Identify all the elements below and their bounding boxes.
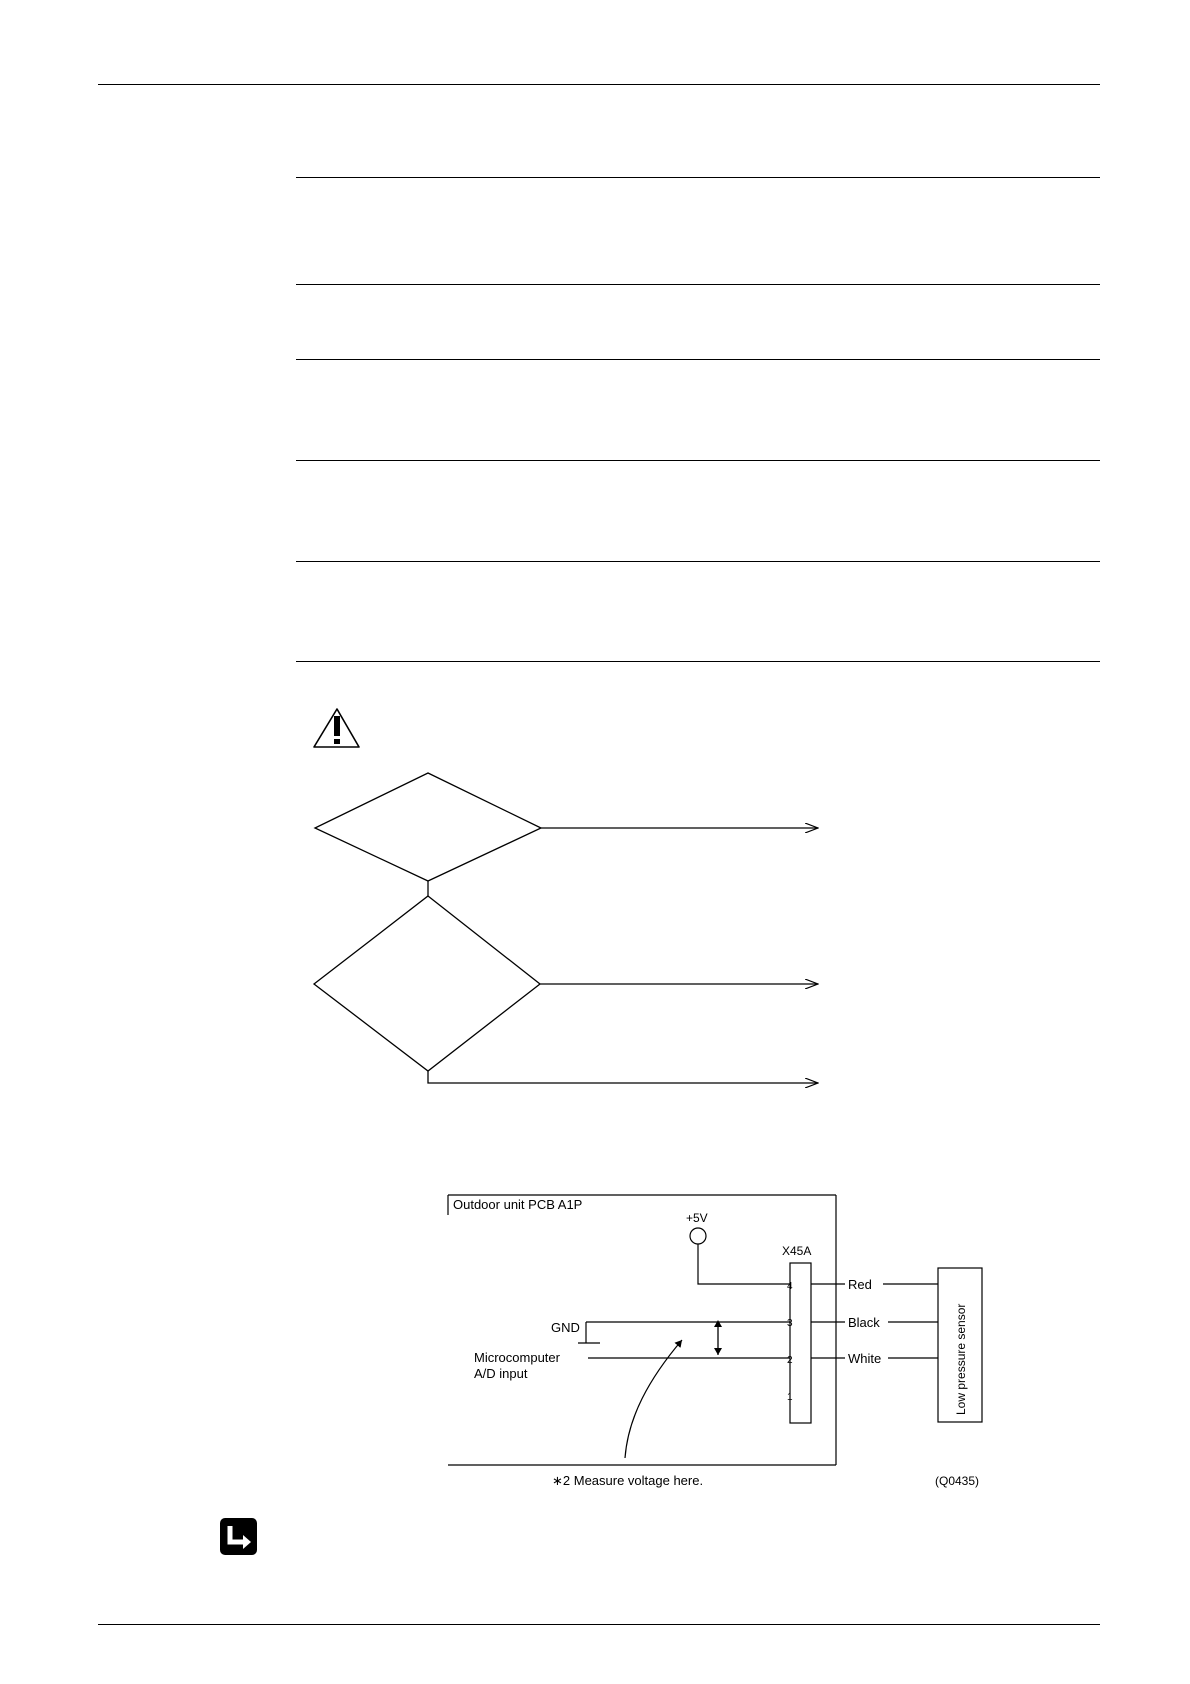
supply-wire (698, 1244, 790, 1284)
measure-note: ∗2 Measure voltage here. (552, 1473, 704, 1488)
gnd-label: GND (551, 1320, 580, 1335)
flowchart (314, 773, 818, 1083)
figure-code: (Q0435) (935, 1474, 980, 1488)
connector-x45a (790, 1263, 811, 1423)
supply-label: +5V (686, 1211, 708, 1225)
input-label-line2: A/D input (474, 1366, 528, 1381)
wire-label-red: Red (848, 1277, 872, 1292)
input-label-line1: Microcomputer (474, 1350, 560, 1365)
pin-3: 3 (787, 1318, 793, 1329)
wire-label-white: White (848, 1351, 882, 1366)
reference-icon (220, 1518, 257, 1555)
warning-icon (314, 709, 359, 747)
pcb-label: Outdoor unit PCB A1P (453, 1197, 583, 1212)
pin-4: 4 (787, 1281, 793, 1292)
pin-2: 2 (787, 1355, 793, 1366)
decision-diamond-2 (314, 896, 540, 1071)
decision-diamond-1 (315, 773, 541, 881)
supply-terminal (690, 1228, 706, 1244)
sensor-label: Low pressure sensor (954, 1303, 968, 1415)
pin-1: 1 (787, 1392, 793, 1403)
flow-arrow-3 (428, 1071, 818, 1083)
connector-label: X45A (782, 1244, 812, 1258)
wire-label-black: Black (848, 1315, 880, 1330)
wiring-diagram (448, 1195, 982, 1488)
